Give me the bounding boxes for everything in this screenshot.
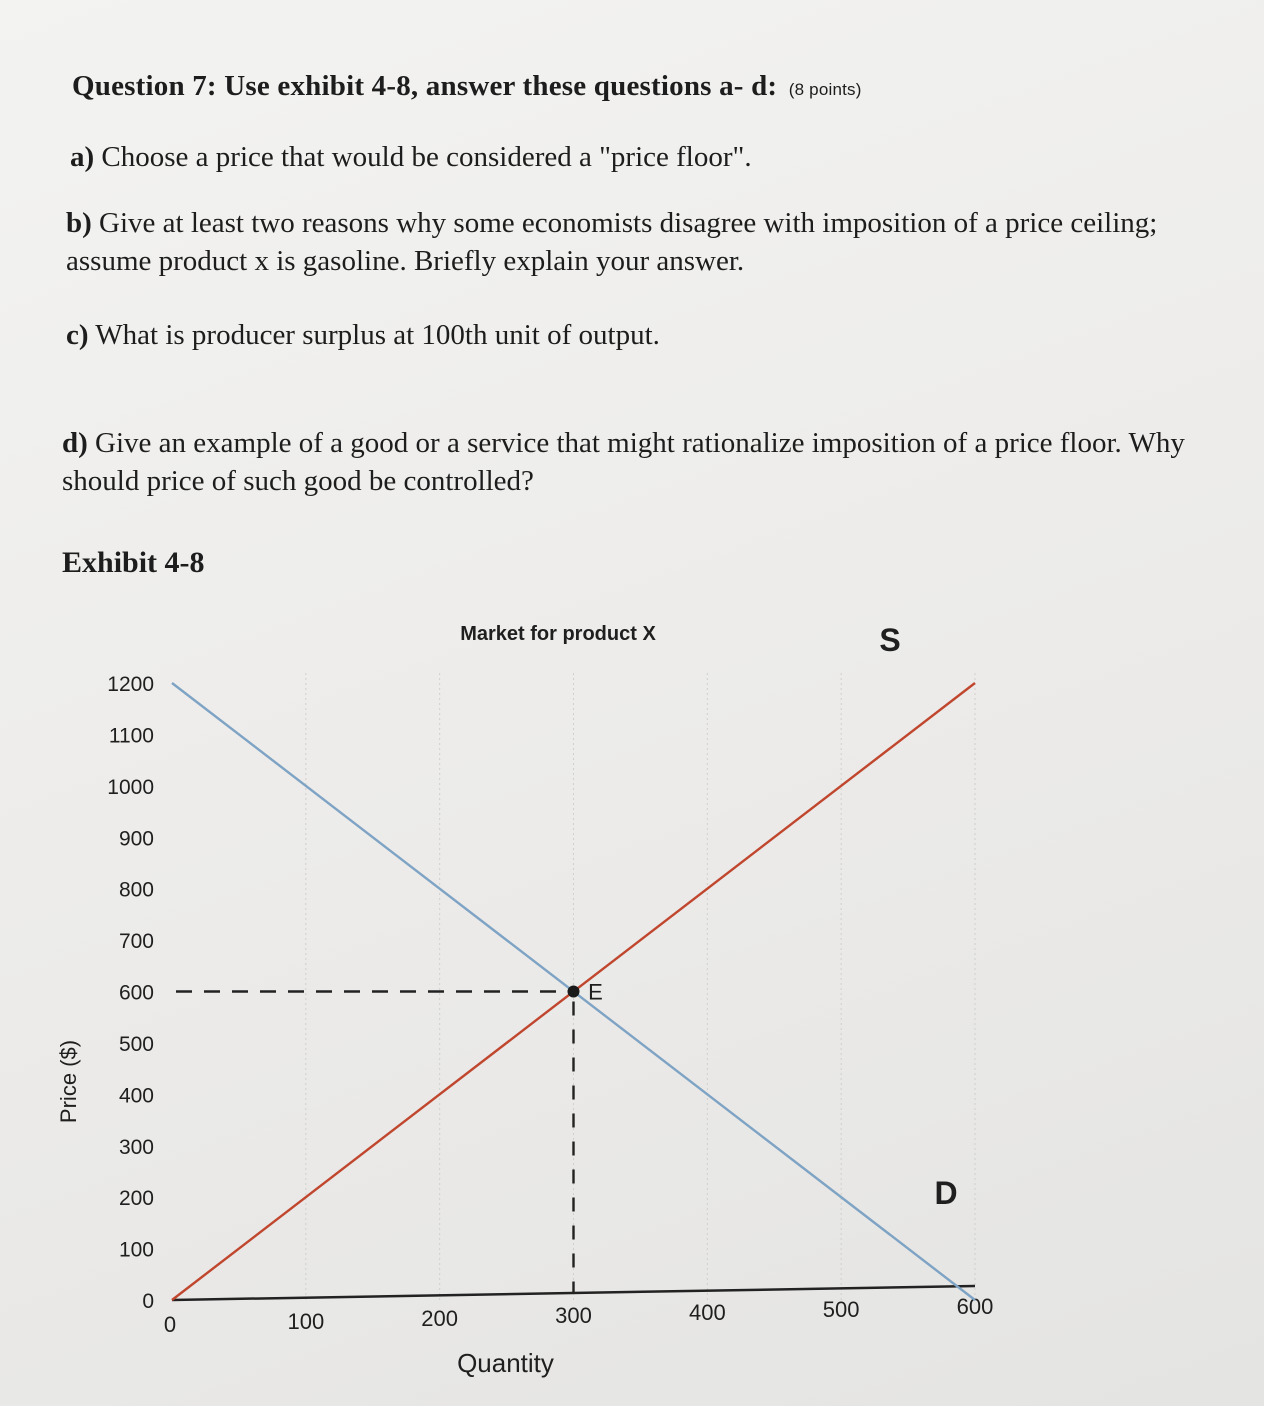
- series-annotation-d: D: [934, 1175, 958, 1211]
- y-tick-label: 400: [118, 1084, 154, 1108]
- question-points: (8 points): [788, 80, 862, 99]
- y-tick-label: 200: [118, 1187, 154, 1211]
- y-tick-label: 500: [118, 1032, 154, 1056]
- y-tick-label: 1200: [107, 673, 154, 696]
- y-tick-label: 0: [142, 1290, 154, 1313]
- part-a: [70, 138, 1240, 176]
- part-c-letter: c): [66, 319, 89, 351]
- x-tick-label: 0: [163, 1312, 177, 1337]
- y-tick-label: 300: [118, 1135, 154, 1159]
- equilibrium-point: [568, 986, 580, 998]
- part-c-text: What is producer surplus at 100th unit of output.: [95, 319, 660, 351]
- part-b-text: Give at least two reasons why some economists disagree with imposition of a price ceiling; assume product x is gasoline. Briefly explain your answer.: [66, 207, 1158, 277]
- part-d-text: Give an example of a good or a service that might rationalize imposition of a price floor. Why should price of such good be controlled?: [62, 427, 1185, 497]
- chart-title: Market for product X: [460, 623, 656, 645]
- y-tick-label: 1100: [108, 724, 154, 748]
- part-d: [62, 424, 1232, 500]
- y-tick-label: 800: [118, 878, 154, 902]
- x-tick-label: 200: [421, 1306, 459, 1331]
- question-title-text: Question 7: Use exhibit 4-8, answer these questions a- d:: [72, 70, 778, 102]
- part-a-letter: a): [70, 141, 95, 173]
- part-c: [66, 316, 1236, 354]
- question-title: [72, 70, 862, 103]
- x-tick-label: 400: [688, 1300, 726, 1325]
- part-b-letter: b): [66, 207, 92, 239]
- y-tick-label: 1000: [107, 775, 154, 799]
- part-a-text: Choose a price that would be considered a "price floor".: [101, 141, 752, 173]
- chart-series: [172, 683, 975, 1300]
- y-tick-label: 100: [118, 1238, 154, 1262]
- equilibrium-label: E: [588, 979, 603, 1005]
- x-tick-label: 500: [822, 1297, 860, 1322]
- part-d-letter: d): [62, 427, 88, 459]
- y-tick-label: 600: [118, 981, 154, 1005]
- x-tick-label: 600: [956, 1294, 994, 1319]
- supply-demand-chart: [0, 600, 1264, 1406]
- y-tick-label: 900: [118, 827, 154, 851]
- part-b: [66, 204, 1236, 280]
- exhibit-title: Exhibit 4-8: [62, 546, 205, 579]
- y-axis-title: Price ($): [56, 1039, 81, 1124]
- chart-axes: [56, 673, 993, 1378]
- x-axis-title: Quantity: [457, 1348, 554, 1378]
- series-annotation-s: S: [879, 622, 901, 658]
- chart-grid: [306, 673, 975, 1300]
- chart-labels: [460, 622, 957, 1211]
- x-tick-label: 100: [287, 1309, 325, 1334]
- y-tick-label: 700: [118, 930, 154, 954]
- x-tick-label: 300: [555, 1303, 592, 1328]
